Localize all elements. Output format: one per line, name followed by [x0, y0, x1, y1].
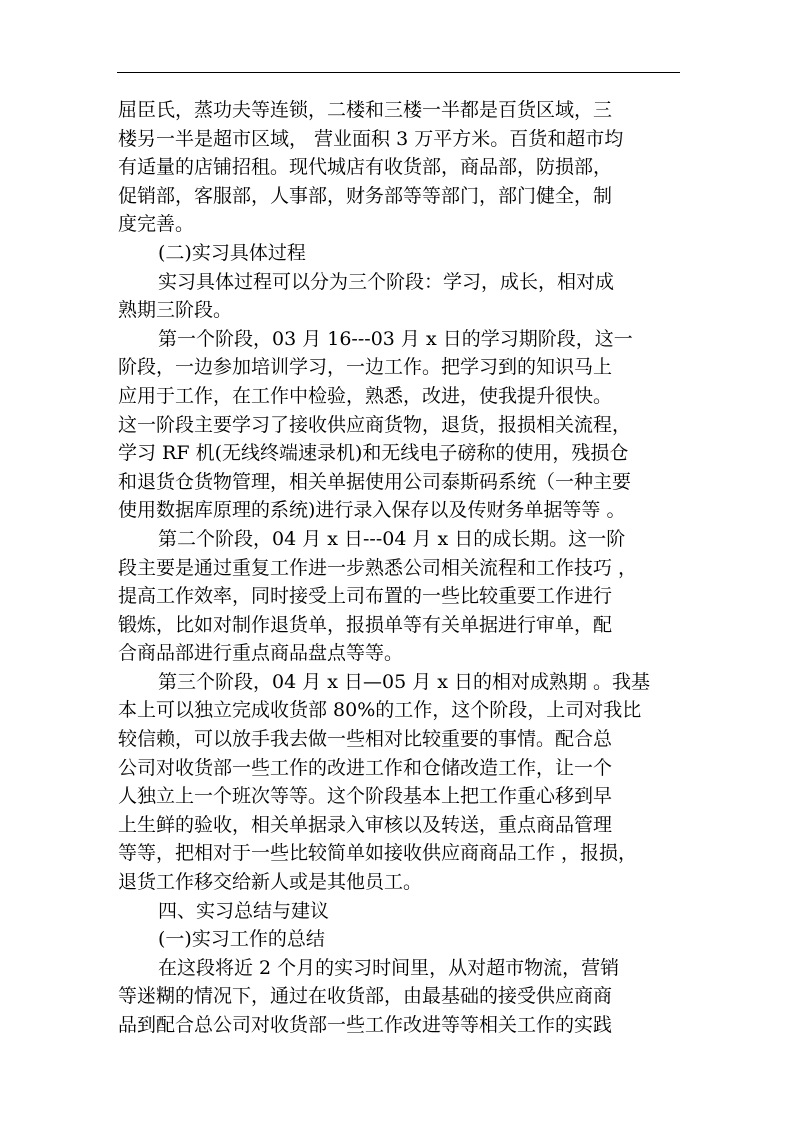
text-line: 提高工作效率，同时接受上司布置的一些比较重要工作进行: [118, 585, 613, 608]
text-line: 段主要是通过重复工作进一步熟悉公司相关流程和工作技巧 ，: [118, 556, 638, 579]
paragraph-start: 第三个阶段，04 月 x 日—05 月 x 日的相对成熟期 。我基: [158, 670, 651, 693]
text-line: 使用数据库原理的系统)进行录入保存以及传财务单据等等 。: [118, 499, 626, 522]
text-line: 阶段，一边参加培训学习，一边工作。把学习到的知识马上: [118, 356, 613, 379]
paragraph-start: 第一个阶段，03 月 16---03 月 x 日的学习期阶段，这一: [158, 327, 633, 350]
document-body: [118, 96, 678, 1040]
paragraph-start: 在这段将近 2 个月的实习时间里，从对超市物流，营销: [158, 956, 620, 979]
header-rule: [117, 72, 680, 73]
paragraph-start: 实习具体过程可以分为三个阶段：学习，成长，相对成: [158, 270, 615, 293]
text-line: 本上可以独立完成收货部 80%的工作，这个阶段，上司对我比: [118, 699, 642, 722]
paragraph-start: 第二个阶段，04 月 x 日---04 月 x 日的成长期。这一阶: [158, 527, 626, 550]
text-line: 退货工作移交给新人或是其他员工。: [118, 871, 423, 894]
text-line: 这一阶段主要学习了接收供应商货物，退货，报损相关流程，: [118, 413, 632, 436]
section-heading: (二)实习具体过程: [158, 241, 306, 264]
text-line: 应用于工作，在工作中检验，熟悉，改进，使我提升很快。: [118, 384, 613, 407]
text-line: 度完善。: [118, 213, 195, 236]
text-line: 学习 RF 机(无线终端速录机)和无线电子磅称的使用，残损仓: [118, 442, 629, 465]
text-line: 熟期三阶段。: [118, 299, 233, 322]
text-line: 等迷糊的情况下，通过在收货部，由最基础的接受供应商商: [118, 985, 613, 1008]
text-line: 公司对收货部一些工作的改进工作和仓储改造工作，让一个: [118, 756, 613, 779]
text-line: 促销部，客服部，人事部，财务部等等部门，部门健全，制: [118, 184, 613, 207]
text-line: 有适量的店铺招租。现代城店有收货部，商品部，防损部，: [118, 156, 613, 179]
text-line: 等等，把相对于一些比较简单如接收供应商商品工作 ，报损，: [118, 842, 638, 865]
text-line: 和退货仓货物管理，相关单据使用公司泰斯码系统（一种主要: [118, 470, 632, 493]
text-line: 较信赖，可以放手我去做一些相对比较重要的事情。配合总: [118, 728, 613, 751]
section-heading: 四、实习总结与建议: [158, 899, 330, 922]
text-line: 楼另一半是超市区域， 营业面积 3 万平方米。百货和超市均: [118, 127, 624, 150]
text-line: 品到配合总公司对收货部一些工作改进等等相关工作的实践: [118, 1014, 613, 1036]
text-line: 上生鲜的验收，相关单据录入审核以及转送，重点商品管理: [118, 813, 613, 836]
text-line: 合商品部进行重点商品盘点等等。: [118, 642, 404, 665]
section-heading: (一)实习工作的总结: [158, 928, 325, 951]
text-line: 锻炼，比如对制作退货单，报损单等有关单据进行审单，配: [118, 613, 613, 636]
text-line: 屈臣氏，蒸功夫等连锁，二楼和三楼一半都是百货区域，三: [118, 99, 613, 121]
text-line: 人独立上一个班次等等。这个阶段基本上把工作重心移到早: [118, 785, 613, 808]
